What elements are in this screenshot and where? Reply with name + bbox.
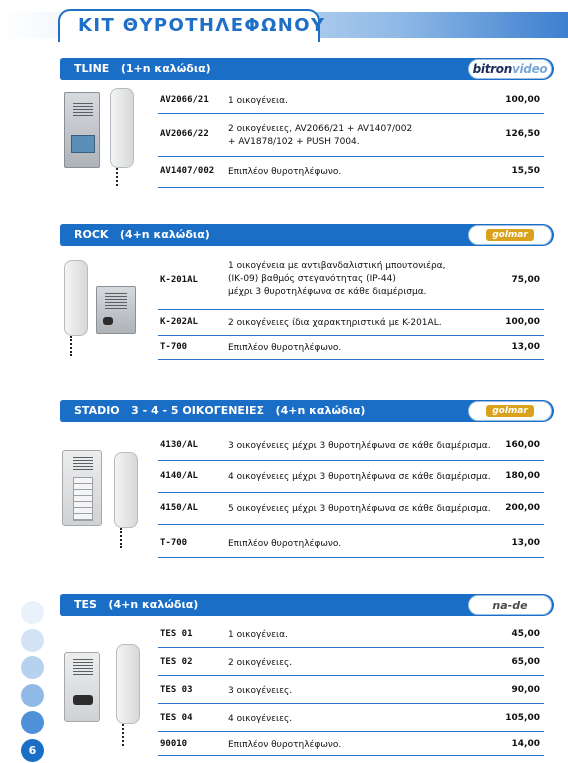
table-row (158, 157, 544, 188)
product-price: 75,00 (511, 275, 540, 285)
product-description: 4 οικογένειες μέχρι 3 θυροτηλέφωνα σε κάθε διαμέρισμα. (228, 472, 491, 482)
brand-logo-golmar (468, 225, 552, 245)
page-number: 6 (21, 739, 44, 762)
door-panel (96, 286, 136, 334)
product-code: 90010 (160, 739, 188, 749)
video-screen (71, 135, 95, 153)
product-price: 105,00 (505, 713, 540, 723)
speaker-grille (73, 103, 93, 117)
product-price: 65,00 (511, 657, 540, 667)
handset-cord (122, 724, 132, 746)
handset (116, 644, 140, 724)
section-bar-rock (60, 224, 554, 246)
product-code: AV2066/22 (160, 129, 209, 139)
product-image-tes (60, 642, 152, 750)
page-title: ΚΙΤ ΘΥΡΟΤΗΛΕΦΩΝΟΥ (78, 15, 326, 36)
product-description: Επιπλέον θυροτηλέφωνο. (228, 740, 342, 750)
product-description: 3 οικογένειες μέχρι 3 θυροτηλέφωνα σε κάθε διαμέρισμα. (228, 441, 491, 451)
table-row (158, 676, 544, 704)
product-price: 13,00 (511, 538, 540, 548)
table-row (158, 114, 544, 157)
section-bar-tline (60, 58, 554, 80)
product-code: T-700 (160, 342, 188, 352)
product-description: 1 οικογένεια. (228, 630, 288, 640)
product-code: TES 02 (160, 657, 193, 667)
product-image-tline (60, 88, 150, 188)
table-row (158, 254, 544, 310)
table-row (158, 310, 544, 336)
decor-circle (21, 601, 44, 624)
brand-logo-bitron (468, 59, 552, 79)
product-price: 15,50 (511, 166, 540, 176)
product-price: 200,00 (505, 503, 540, 513)
product-price: 180,00 (505, 471, 540, 481)
product-code: 4140/AL (160, 471, 198, 481)
brand-wordmark: golmar (486, 229, 534, 241)
door-panel (62, 450, 102, 526)
handset (64, 260, 88, 336)
section-title: TES (4+n καλώδια) (74, 598, 199, 611)
brand-wordmark: bitronvideo (472, 62, 548, 76)
product-description: 3 οικογένειες. (228, 686, 293, 696)
section-title: TLINE (1+n καλώδια) (74, 62, 211, 75)
product-description: 2 οικογένειες. (228, 658, 293, 668)
product-image-rock (60, 258, 152, 358)
product-price: 90,00 (511, 685, 540, 695)
product-price: 100,00 (505, 317, 540, 327)
decor-circle (21, 684, 44, 707)
product-description: 4 οικογένειες. (228, 714, 293, 724)
product-price: 14,00 (511, 739, 540, 749)
product-description: Επιπλέον θυροτηλέφωνο. (228, 167, 342, 177)
table-row (158, 704, 544, 732)
table-row (158, 432, 544, 461)
brand-wordmark: golmar (486, 405, 534, 417)
product-price: 160,00 (505, 440, 540, 450)
product-code: K-202AL (160, 317, 198, 327)
call-button (103, 317, 113, 325)
product-image-stadio (60, 448, 152, 550)
decor-circle (21, 656, 44, 679)
handset-cord (116, 168, 126, 186)
product-code: K-201AL (160, 275, 198, 285)
product-description: 2 οικογένειες, AV2066/21 + AV1407/002 + AV1878/102 + PUSH 7004. (228, 124, 413, 147)
table-row (158, 88, 544, 114)
product-description: 1 οικογένεια με αντιβανδαλιστική μπουτονιέρα, (ΙΚ-09) βαθμός στεγανότητας (ΙΡ-44) μέχρι 3 θυροτηλέφωνα σε κάθε διαμέρισμα. (228, 261, 446, 297)
speaker-grille (73, 659, 93, 677)
handset-cord (70, 336, 80, 356)
product-description: 1 οικογένεια. (228, 96, 288, 106)
door-panel (64, 652, 100, 722)
table-row (158, 732, 544, 756)
call-button (73, 695, 93, 705)
brand-logo-golmar (468, 401, 552, 421)
product-description: 2 οικογένειες ίδια χαρακτηριστικά με K-201AL. (228, 318, 442, 328)
product-price: 100,00 (505, 95, 540, 105)
brand-wordmark: na-de (492, 598, 528, 612)
decor-circle (21, 629, 44, 652)
decor-circle (21, 711, 44, 734)
product-code: TES 04 (160, 713, 193, 723)
product-code: TES 03 (160, 685, 193, 695)
handset (110, 88, 134, 168)
door-panel (64, 92, 100, 168)
table-row (158, 493, 544, 525)
product-code: AV2066/21 (160, 95, 209, 105)
table-row (158, 336, 544, 360)
product-code: AV1407/002 (160, 166, 215, 176)
product-description: Επιπλέον θυροτηλέφωνο. (228, 343, 342, 353)
handset-cord (120, 528, 130, 548)
table-row (158, 525, 544, 558)
product-code: 4130/AL (160, 440, 198, 450)
product-code: TES 01 (160, 629, 193, 639)
product-price: 45,00 (511, 629, 540, 639)
button-strip (73, 477, 93, 521)
section-title: STADIO 3 - 4 - 5 ΟΙΚΟΓΕΝΕΙΕΣ (4+n καλώδια) (74, 404, 366, 417)
table-row (158, 461, 544, 493)
section-bar-stadio (60, 400, 554, 422)
table-row (158, 622, 544, 648)
product-description: 5 οικογένειες μέχρι 3 θυροτηλέφωνα σε κάθε διαμέρισμα. (228, 504, 491, 514)
product-description: Επιπλέον θυροτηλέφωνο. (228, 539, 342, 549)
handset (114, 452, 138, 528)
speaker-grille (105, 293, 127, 309)
section-bar-tes (60, 594, 554, 616)
product-code: T-700 (160, 538, 188, 548)
brand-logo-nade (468, 595, 552, 615)
product-price: 126,50 (505, 129, 540, 139)
product-price: 13,00 (511, 342, 540, 352)
product-code: 4150/AL (160, 503, 198, 513)
speaker-grille (73, 457, 93, 471)
section-title: ROCK (4+n καλώδια) (74, 228, 210, 241)
table-row (158, 648, 544, 676)
